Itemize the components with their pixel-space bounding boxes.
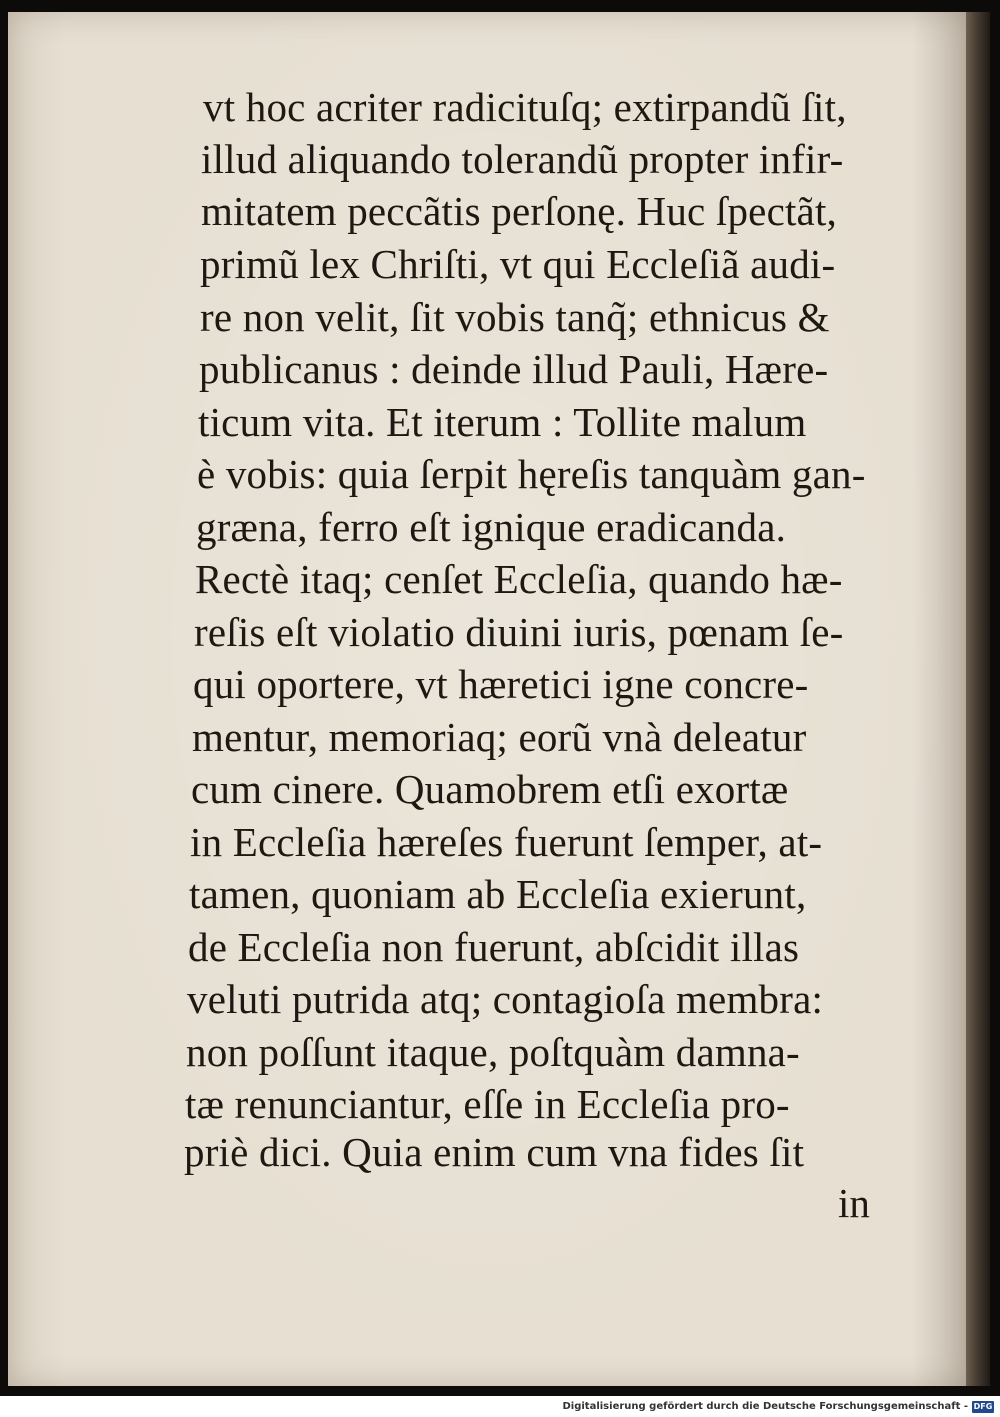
- text-line-10: Rectè itaq; cenſet Eccleſia, quando hæ-: [195, 556, 843, 602]
- catchword: in: [838, 1180, 870, 1226]
- digitization-credit: Digitalisierung gefördert durch die Deutsche Forschungsgemeinschaft -: [562, 1401, 968, 1412]
- text-line-13: mentur, memoriaq; eorũ vnà deleatur: [192, 714, 807, 760]
- text-line-3: mitatem peccãtis perſonę. Huc ſpectãt,: [201, 188, 837, 234]
- text-line-12: qui oportere, vt hæretici igne concre-: [193, 661, 809, 707]
- text-line-5: re non velit, ſit vobis tanq̃; ethnicus &: [200, 294, 830, 340]
- text-line-7: ticum vita. Et iterum : Tollite malum: [198, 399, 807, 445]
- text-line-8: è vobis: quia ſerpit hęreſis tanquàm gan-: [197, 451, 866, 497]
- text-line-16: tamen, quoniam ab Eccleſia exierunt,: [189, 871, 807, 917]
- text-line-19: non poſſunt itaque, poſtquàm damna-: [186, 1029, 800, 1075]
- text-line-4: primũ lex Chriſti, vt qui Eccleſiã audi-: [200, 241, 836, 287]
- text-line-17: de Eccleſia non fuerunt, abſcidit illas: [188, 924, 800, 970]
- text-line-15: in Eccleſia hæreſes fuerunt ſemper, at-: [190, 819, 823, 865]
- text-line-1: vt hoc acriter radicituſq; extirpandũ ſit,: [203, 84, 847, 130]
- text-line-14: cum cinere. Quamobrem etſi exortæ: [191, 766, 789, 812]
- text-line-21: priè dici. Quia enim cum vna fides ſit: [184, 1129, 805, 1175]
- text-line-20: tæ renunciantur, eſſe in Eccleſia pro-: [185, 1081, 790, 1127]
- dfg-logo-icon: DFG: [973, 1401, 993, 1411]
- text-line-18: veluti putrida atq; contagioſa membra:: [187, 976, 824, 1022]
- text-line-11: reſis eſt violatio diuini iuris, pœnam ſe-: [194, 609, 844, 655]
- text-line-2: illud aliquando tolerandũ propter infir-: [201, 136, 844, 182]
- text-line-6: publicanus : deinde illud Pauli, Hære-: [199, 346, 829, 392]
- text-line-9: græna, ferro eſt ignique eradicanda.: [196, 504, 787, 550]
- footer-bar: [0, 1396, 1000, 1417]
